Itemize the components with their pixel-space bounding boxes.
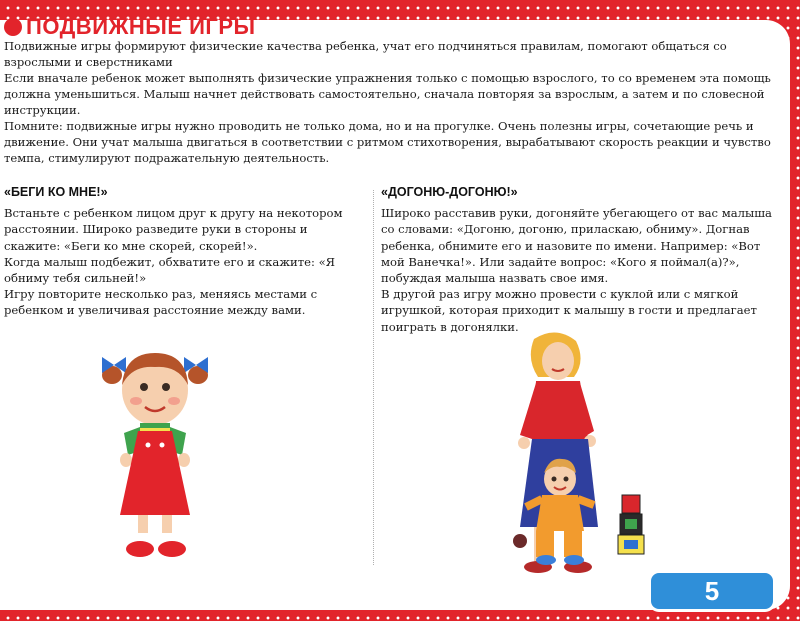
game-left-title: «БЕГИ КО МНЕ!» (4, 185, 108, 199)
page-number: 5 (704, 575, 720, 606)
toy-blocks-illustration (612, 493, 650, 555)
game-left-paragraph-2: Когда малыш подбежит, обхватите его и скажите: «Я обниму тебя сильней!» (4, 254, 336, 286)
game-right-paragraph-1: Широко расставив руки, догоняйте убегающего от вас малыша со словами: «Догоню, догоню, приласкаю, обниму». Догнав ребенка, обнимите его и назовите по имени. Например: «Вот мой Ванечка!». Или задайте вопрос: «Кого я поймал(а)?», побуждая малыша назвать свое имя. (381, 206, 772, 286)
page-number-badge (651, 573, 773, 609)
intro-text (4, 38, 774, 166)
heading-row (4, 14, 256, 40)
column-divider (373, 190, 374, 565)
page-title: ПОДВИЖНЫЕ ИГРЫ (26, 14, 256, 39)
intro-paragraph-2: Если вначале ребенок может выполнять физические упражнения только с помощью взрослого, то со временем эта помощь должна уменьшиться. Малыш начнет действовать самостоятельно, сначала повторяя за взрослым, а затем и по словесной инструкции. (4, 71, 771, 117)
game-right (381, 184, 777, 335)
game-right-paragraph-2: В другой раз игру можно провести с куклой или с мягкой игрушкой, которая приходит к малышу в гости и предлагает поиграть в догонялки. (381, 287, 757, 334)
game-right-title: «ДОГОНЮ-ДОГОНЮ!» (381, 185, 518, 199)
game-left (4, 184, 366, 319)
game-left-paragraph-3: Игру повторите несколько раз, меняясь местами с ребенком и увеличивая расстояние между вами. (4, 287, 318, 318)
intro-paragraph-3: Помните: подвижные игры нужно проводить не только дома, но и на прогулке. Очень полезны игры, сочетающие речь и движение. Они учат малыша двигаться в соответствии с ритмом стихотворения, вырабатывают скорость реакции и чувство темпа, стимулируют подражательную деятельность. (4, 119, 771, 165)
game-left-paragraph-1: Встаньте с ребенком лицом друг к другу на некотором расстоянии. Широко разведите руки в стороны и скажите: «Беги ко мне скорей, скорей!». (4, 206, 343, 253)
girl-illustration (100, 335, 210, 570)
bullet-dot-icon (4, 18, 22, 36)
intro-paragraph-1: Подвижные игры формируют физические качества ребенка, учат его подчиняться правилам, помогают общаться со взрослыми и сверстниками (4, 39, 727, 69)
